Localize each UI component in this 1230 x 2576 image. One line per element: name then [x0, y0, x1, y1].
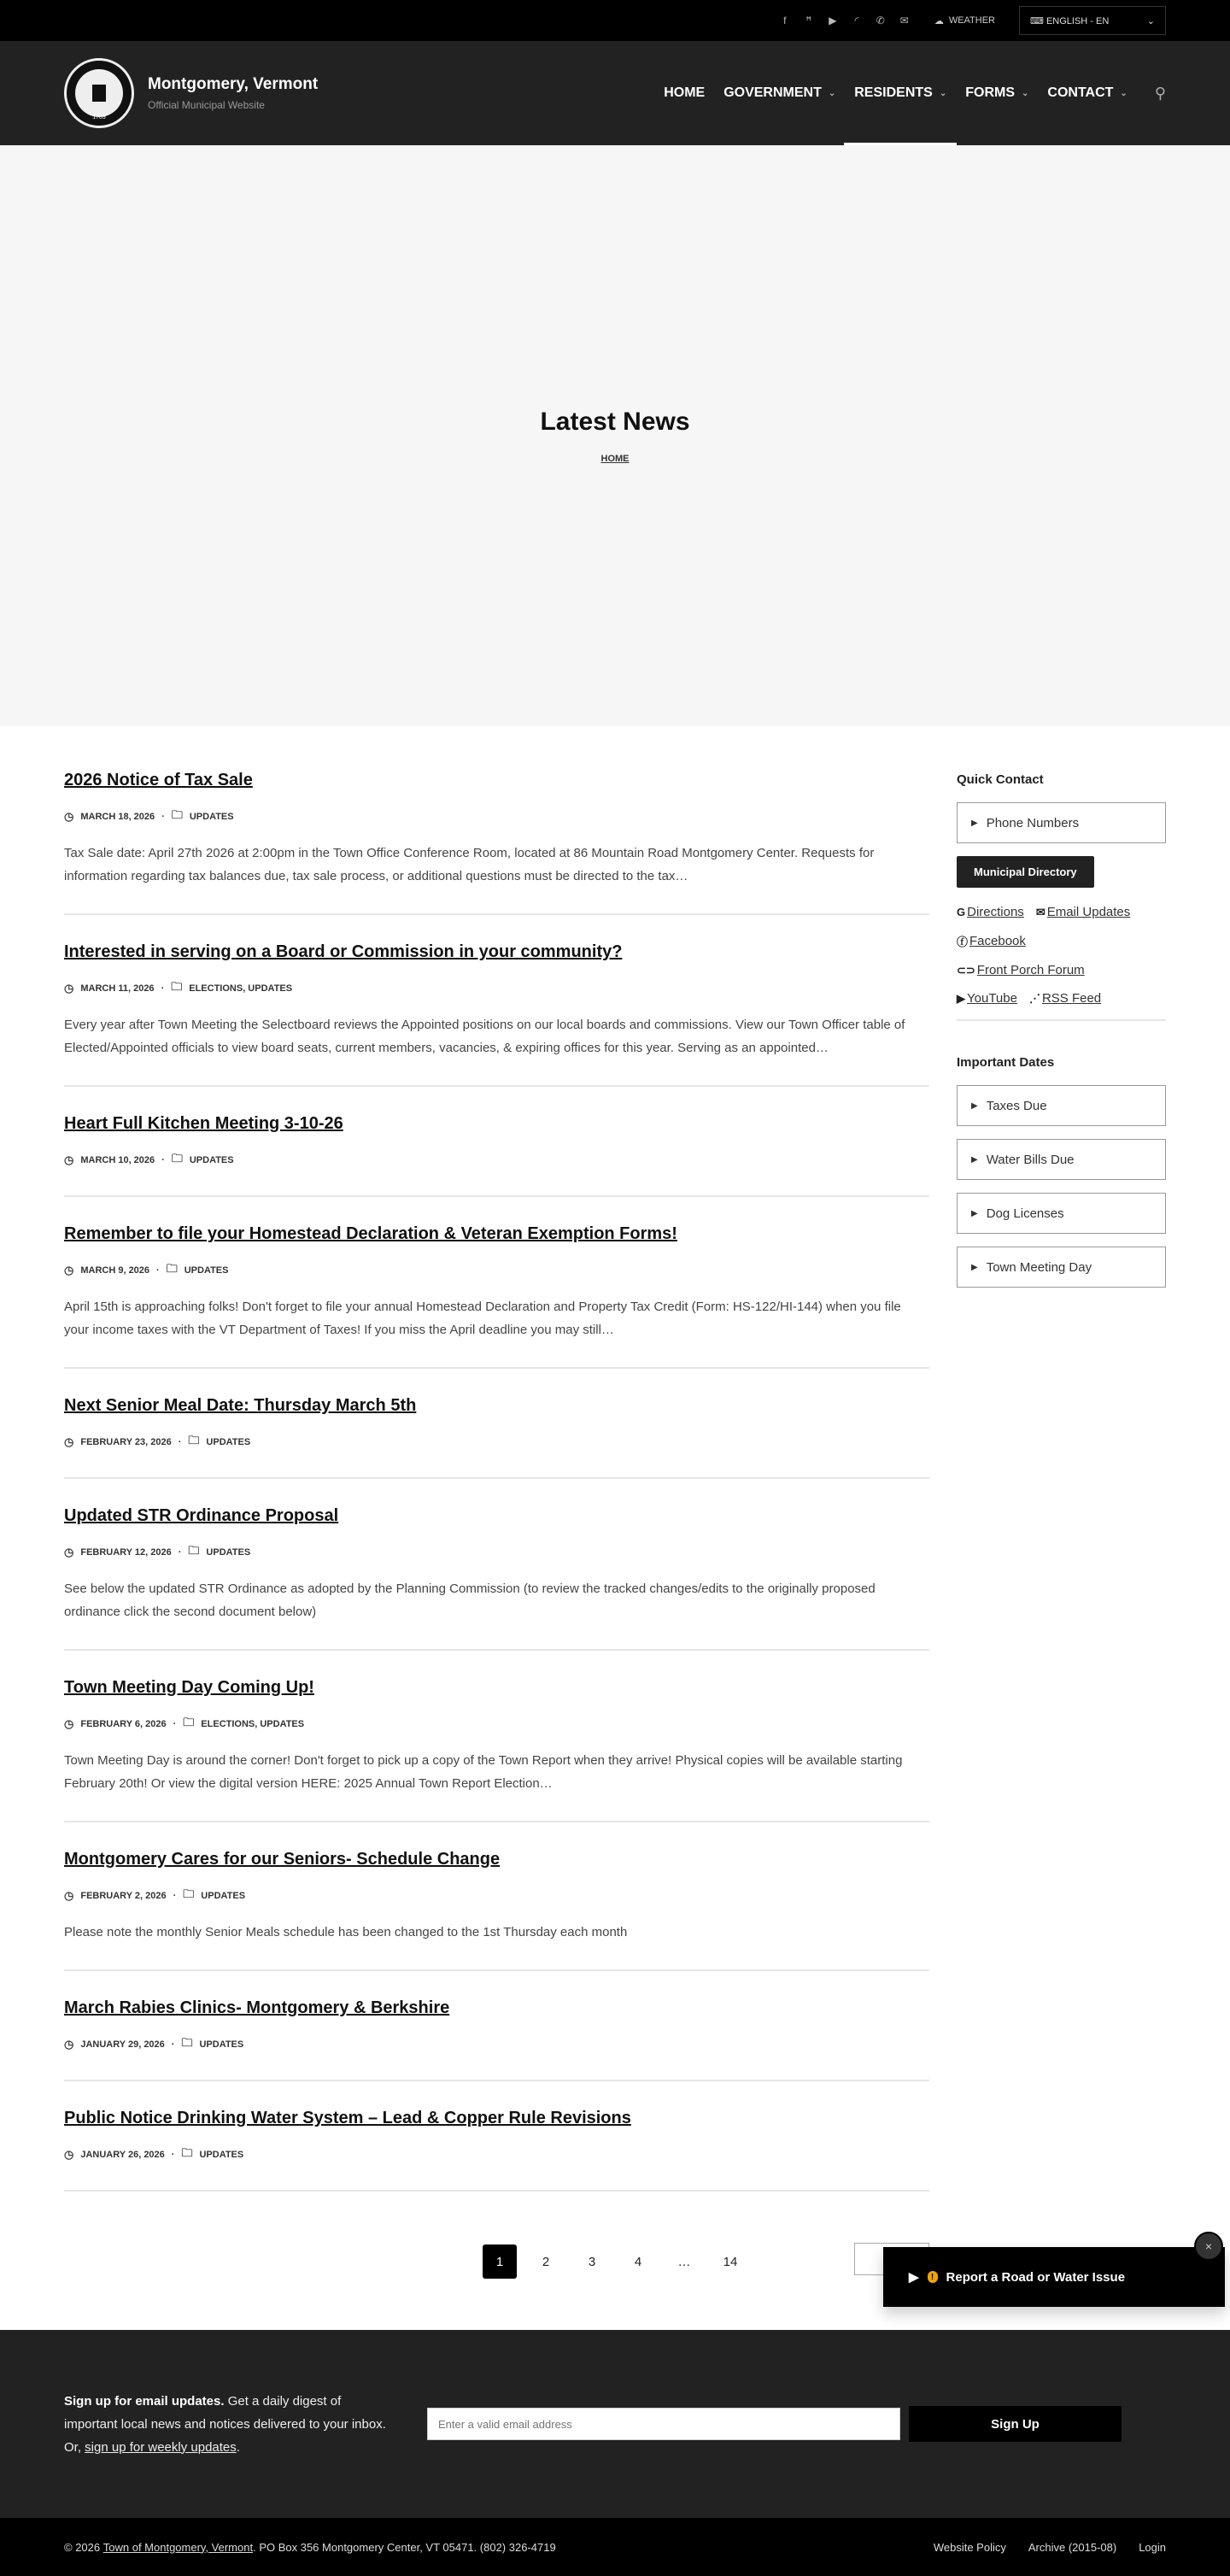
- post-title-link[interactable]: March Rabies Clinics- Montgomery & Berkshire: [64, 1998, 450, 2017]
- nav-forms[interactable]: [965, 41, 1028, 145]
- folder-icon: 🗀: [181, 2036, 193, 2049]
- sign-up-button[interactable]: Sign Up: [909, 2406, 1122, 2442]
- post-excerpt: Town Meeting Day is around the corner! Don't forget to pick up a copy of the Town Report when they arrive! Physical copies will be available starting February 20th! Or view the digital version HERE: 2025 Annual Town Report Election…: [64, 1753, 903, 1791]
- chevron-down-icon: ⌄: [1120, 88, 1128, 98]
- toggle-label: Phone Numbers: [986, 815, 1080, 830]
- weather-icon: ☁: [934, 15, 944, 26]
- search-icon[interactable]: ⚲: [1154, 84, 1166, 102]
- newsletter-footer: [0, 2330, 1230, 2518]
- quick-contact-heading: Quick Contact: [957, 772, 1044, 787]
- post-title-link[interactable]: Remember to file your Homestead Declaration & Veteran Exemption Forms!: [64, 1224, 677, 1243]
- archive-link[interactable]: Archive (2015-08): [1028, 2540, 1117, 2554]
- triangle-right-icon: ▶: [909, 2270, 919, 2285]
- date-toggle[interactable]: [957, 1085, 1166, 1126]
- clock-icon: ◷: [64, 1153, 74, 1166]
- directions-link[interactable]: Directions: [967, 905, 1024, 919]
- email-icon: ✉: [1035, 905, 1046, 918]
- post-categories[interactable]: UPDATES: [199, 2039, 244, 2050]
- post-categories[interactable]: UPDATES: [201, 1891, 246, 1901]
- triangle-right-icon: ▶: [971, 1100, 978, 1111]
- toggle-label: Town Meeting Day: [986, 1259, 1092, 1275]
- nav-contact[interactable]: [1047, 41, 1127, 145]
- post-excerpt: Tax Sale date: April 27th 2026 at 2:00pm in the Town Office Conference Room, located at 86 Mountain Road Montgomery Center. Requests for information regarding tax balances due, tax sale process, or additional questions must be directed to the tax…: [64, 846, 875, 883]
- google-icon: G: [957, 906, 966, 918]
- site-title[interactable]: Montgomery, Vermont: [148, 75, 319, 93]
- language-select[interactable]: [1019, 6, 1166, 35]
- triangle-right-icon: ▶: [971, 1262, 978, 1272]
- clock-icon: ◷: [64, 1435, 74, 1448]
- post-title-link[interactable]: Public Notice Drinking Water System – Lead & Copper Rule Revisions: [64, 2109, 631, 2127]
- weekly-updates-link[interactable]: sign up for weekly updates: [85, 2439, 237, 2455]
- post-categories[interactable]: UPDATES: [199, 2150, 244, 2160]
- facebook-icon: ⓕ: [957, 936, 969, 948]
- sidebar: [957, 743, 1166, 2192]
- nav-home[interactable]: [664, 41, 705, 145]
- facebook-icon[interactable]: f: [783, 15, 787, 26]
- signup-bold: Sign up for email updates.: [64, 2393, 225, 2409]
- weather-label: WEATHER: [948, 15, 995, 26]
- link-icon: ⊂⊃: [957, 963, 975, 977]
- post-item: [64, 1369, 929, 1479]
- post-title-link[interactable]: 2026 Notice of Tax Sale: [64, 771, 253, 789]
- meta-separator: ·: [161, 812, 165, 822]
- post-date: JANUARY 26, 2026: [80, 2150, 165, 2160]
- address: . PO Box 356 Montgomery Center, VT 05471. (802) 326-4719: [253, 2540, 556, 2554]
- chevron-down-icon: ⌄: [1022, 88, 1029, 98]
- post-item: [64, 1197, 929, 1369]
- weather-link[interactable]: [934, 15, 995, 26]
- important-dates-heading: Important Dates: [957, 1055, 1055, 1070]
- post-item: [64, 1971, 929, 2081]
- meta-separator: ·: [161, 1155, 165, 1165]
- clock-icon: ◷: [64, 1889, 74, 1902]
- folder-icon: 🗀: [188, 1544, 200, 1557]
- top-bar: [0, 0, 1230, 41]
- youtube-icon[interactable]: ▶: [829, 15, 837, 26]
- post-categories[interactable]: ELECTIONS, UPDATES: [201, 1719, 305, 1729]
- folder-icon: 🗀: [166, 1262, 178, 1275]
- page-link[interactable]: 4: [634, 2254, 642, 2269]
- front-porch-link[interactable]: Front Porch Forum: [976, 963, 1085, 977]
- post-title-link[interactable]: Next Senior Meal Date: Thursday March 5th: [64, 1396, 417, 1415]
- clock-icon: ◷: [64, 2148, 74, 2161]
- website-policy-link[interactable]: Website Policy: [933, 2540, 1006, 2554]
- post-categories[interactable]: UPDATES: [184, 1265, 229, 1276]
- nav-residents[interactable]: [854, 41, 946, 145]
- post-title-link[interactable]: Interested in serving on a Board or Commission in your community?: [64, 942, 623, 961]
- report-issue-widget[interactable]: [883, 2247, 1225, 2307]
- folder-icon: 🗀: [183, 1716, 195, 1728]
- post-date: FEBRUARY 6, 2026: [80, 1719, 167, 1729]
- clock-icon: ◷: [64, 810, 74, 823]
- nav-label: FORMS: [965, 85, 1015, 100]
- bottom-bar: [0, 2518, 1230, 2576]
- date-toggle[interactable]: [957, 1247, 1166, 1288]
- clock-icon: ◷: [64, 1717, 74, 1730]
- nav-label: GOVERNMENT: [723, 85, 822, 100]
- date-toggle[interactable]: [957, 1139, 1166, 1180]
- youtube-icon: ▶: [957, 991, 965, 1005]
- post-item: [64, 1822, 929, 1971]
- post-excerpt: See below the updated STR Ordinance as adopted by the Planning Commission (to review the tracked changes/edits to the originally proposed ordinance click the second document below): [64, 1581, 876, 1619]
- post-categories[interactable]: UPDATES: [189, 812, 234, 822]
- post-date: FEBRUARY 12, 2026: [80, 1547, 172, 1558]
- post-date: MARCH 18, 2026: [80, 812, 155, 822]
- chevron-down-icon: ⌄: [828, 88, 836, 98]
- clock-icon: ◷: [64, 982, 74, 995]
- municipal-directory-button[interactable]: Municipal Directory: [957, 856, 1094, 888]
- triangle-right-icon: ▶: [971, 818, 978, 828]
- signup-desc: Get a daily digest of important local news and notices delivered to your inbox. Or,: [64, 2393, 386, 2455]
- post-excerpt: Please note the monthly Senior Meals schedule has been changed to the 1st Thursday each month: [64, 1925, 628, 1939]
- chevron-down-icon: ⌄: [939, 88, 947, 98]
- language-value: ENGLISH - EN: [1046, 15, 1110, 26]
- facebook-link[interactable]: Facebook: [969, 934, 1026, 948]
- post-date: FEBRUARY 2, 2026: [80, 1891, 167, 1901]
- meta-separator: ·: [178, 1437, 182, 1447]
- post-date: JANUARY 29, 2026: [80, 2039, 165, 2050]
- meta-separator: ·: [173, 1719, 177, 1729]
- post-title-link[interactable]: Heart Full Kitchen Meeting 3-10-26: [64, 1114, 343, 1133]
- translate-icon: ⌨: [1030, 15, 1046, 26]
- post-item: [64, 1651, 929, 1822]
- main-nav: [664, 41, 1166, 145]
- post-item: [64, 2081, 929, 2192]
- clock-icon: ◷: [64, 1264, 74, 1276]
- clock-icon: ◷: [64, 1546, 74, 1558]
- signup-text: [64, 2390, 393, 2459]
- rss-icon: ⋰: [1028, 991, 1040, 1005]
- triangle-right-icon: ▶: [971, 1154, 978, 1165]
- rss-link[interactable]: RSS Feed: [1041, 991, 1102, 1006]
- seal-year: 1789: [92, 114, 106, 120]
- post-categories[interactable]: UPDATES: [206, 1547, 251, 1558]
- email-updates-link[interactable]: Email Updates: [1046, 905, 1131, 919]
- report-label: Report a Road or Water Issue: [946, 2269, 1126, 2285]
- folder-icon: 🗀: [181, 2146, 193, 2159]
- post-item: [64, 915, 929, 1087]
- meta-separator: ·: [171, 2039, 175, 2050]
- meta-separator: ·: [161, 983, 165, 994]
- post-categories[interactable]: UPDATES: [189, 1155, 234, 1165]
- town-link[interactable]: Town of Montgomery, Vermont: [102, 2540, 254, 2554]
- folder-icon: 🗀: [171, 980, 183, 993]
- breadcrumb-home[interactable]: HOME: [600, 454, 630, 464]
- rss-icon[interactable]: ◜: [854, 15, 859, 26]
- post-date: MARCH 10, 2026: [80, 1155, 155, 1165]
- page-link[interactable]: 1: [483, 2244, 517, 2279]
- login-link[interactable]: Login: [1139, 2540, 1166, 2554]
- meta-separator: ·: [156, 1265, 160, 1276]
- post-item: [64, 1479, 929, 1651]
- post-categories[interactable]: ELECTIONS, UPDATES: [189, 983, 293, 994]
- page-link[interactable]: 2: [542, 2254, 550, 2269]
- post-excerpt: Every year after Town Meeting the Selectboard reviews the Appointed positions on our local boards and commissions. View our Town Officer table of Elected/Appointed officials to view board seats, current members, vacancies, & expiring offices for this year. Serving as an appointed…: [64, 1018, 905, 1055]
- front-porch-icon[interactable]: ꟸ: [805, 15, 812, 26]
- page-title: Latest News: [540, 408, 690, 436]
- nav-label: HOME: [664, 85, 706, 100]
- post-list: [64, 743, 929, 2192]
- folder-icon: 🗀: [188, 1434, 200, 1446]
- meta-separator: ·: [178, 1547, 182, 1558]
- toggle-label: Taxes Due: [986, 1098, 1047, 1113]
- page-link[interactable]: 3: [588, 2254, 596, 2269]
- page-link[interactable]: 14: [723, 2254, 738, 2269]
- post-title-link[interactable]: Updated STR Ordinance Proposal: [64, 1506, 339, 1525]
- post-item: [64, 1087, 929, 1197]
- email-icon[interactable]: ✉: [899, 15, 909, 26]
- post-date: MARCH 9, 2026: [80, 1265, 150, 1276]
- email-input[interactable]: [427, 2408, 900, 2440]
- period: .: [236, 2439, 240, 2455]
- clock-icon: ◷: [64, 2038, 74, 2051]
- page-hero: [0, 145, 1230, 726]
- folder-icon: 🗀: [171, 808, 183, 821]
- youtube-link[interactable]: YouTube: [967, 991, 1017, 1006]
- phone-numbers-toggle[interactable]: [957, 802, 1166, 843]
- toggle-label: Dog Licenses: [986, 1206, 1064, 1221]
- triangle-right-icon: ▶: [971, 1208, 978, 1218]
- post-item: [64, 743, 929, 915]
- page-link[interactable]: …: [677, 2254, 691, 2269]
- post-title-link[interactable]: Montgomery Cares for our Seniors- Schedule Change: [64, 1850, 501, 1869]
- date-toggle[interactable]: [957, 1193, 1166, 1234]
- warning-icon: !: [928, 2271, 938, 2283]
- folder-icon: 🗀: [171, 1152, 183, 1165]
- site-tagline: Official Municipal Website: [148, 99, 265, 111]
- close-icon[interactable]: ×: [1194, 2232, 1223, 2261]
- nav-label: CONTACT: [1047, 85, 1114, 100]
- chevron-down-icon: ⌄: [1146, 15, 1155, 26]
- post-date: MARCH 11, 2026: [80, 983, 155, 994]
- toggle-label: Water Bills Due: [986, 1152, 1075, 1167]
- post-title-link[interactable]: Town Meeting Day Coming Up!: [64, 1678, 314, 1697]
- nav-government[interactable]: [723, 41, 835, 145]
- phone-icon[interactable]: ✆: [876, 15, 885, 26]
- meta-separator: ·: [173, 1891, 177, 1901]
- post-categories[interactable]: UPDATES: [206, 1437, 251, 1447]
- copyright: © 2026: [64, 2540, 101, 2554]
- town-seal-logo[interactable]: [64, 58, 134, 128]
- nav-label: RESIDENTS: [854, 85, 933, 100]
- meta-separator: ·: [171, 2150, 175, 2160]
- post-date: FEBRUARY 23, 2026: [80, 1437, 172, 1447]
- site-header: [0, 41, 1230, 145]
- post-excerpt: April 15th is approaching folks! Don't forget to file your annual Homestead Declaration and Property Tax Credit (Form: HS-122/HI-144) when you file your income taxes with the VT Department of Taxes! If you miss the April deadline you may still…: [64, 1300, 901, 1337]
- divider: [957, 1019, 1166, 1021]
- folder-icon: 🗀: [183, 1887, 195, 1900]
